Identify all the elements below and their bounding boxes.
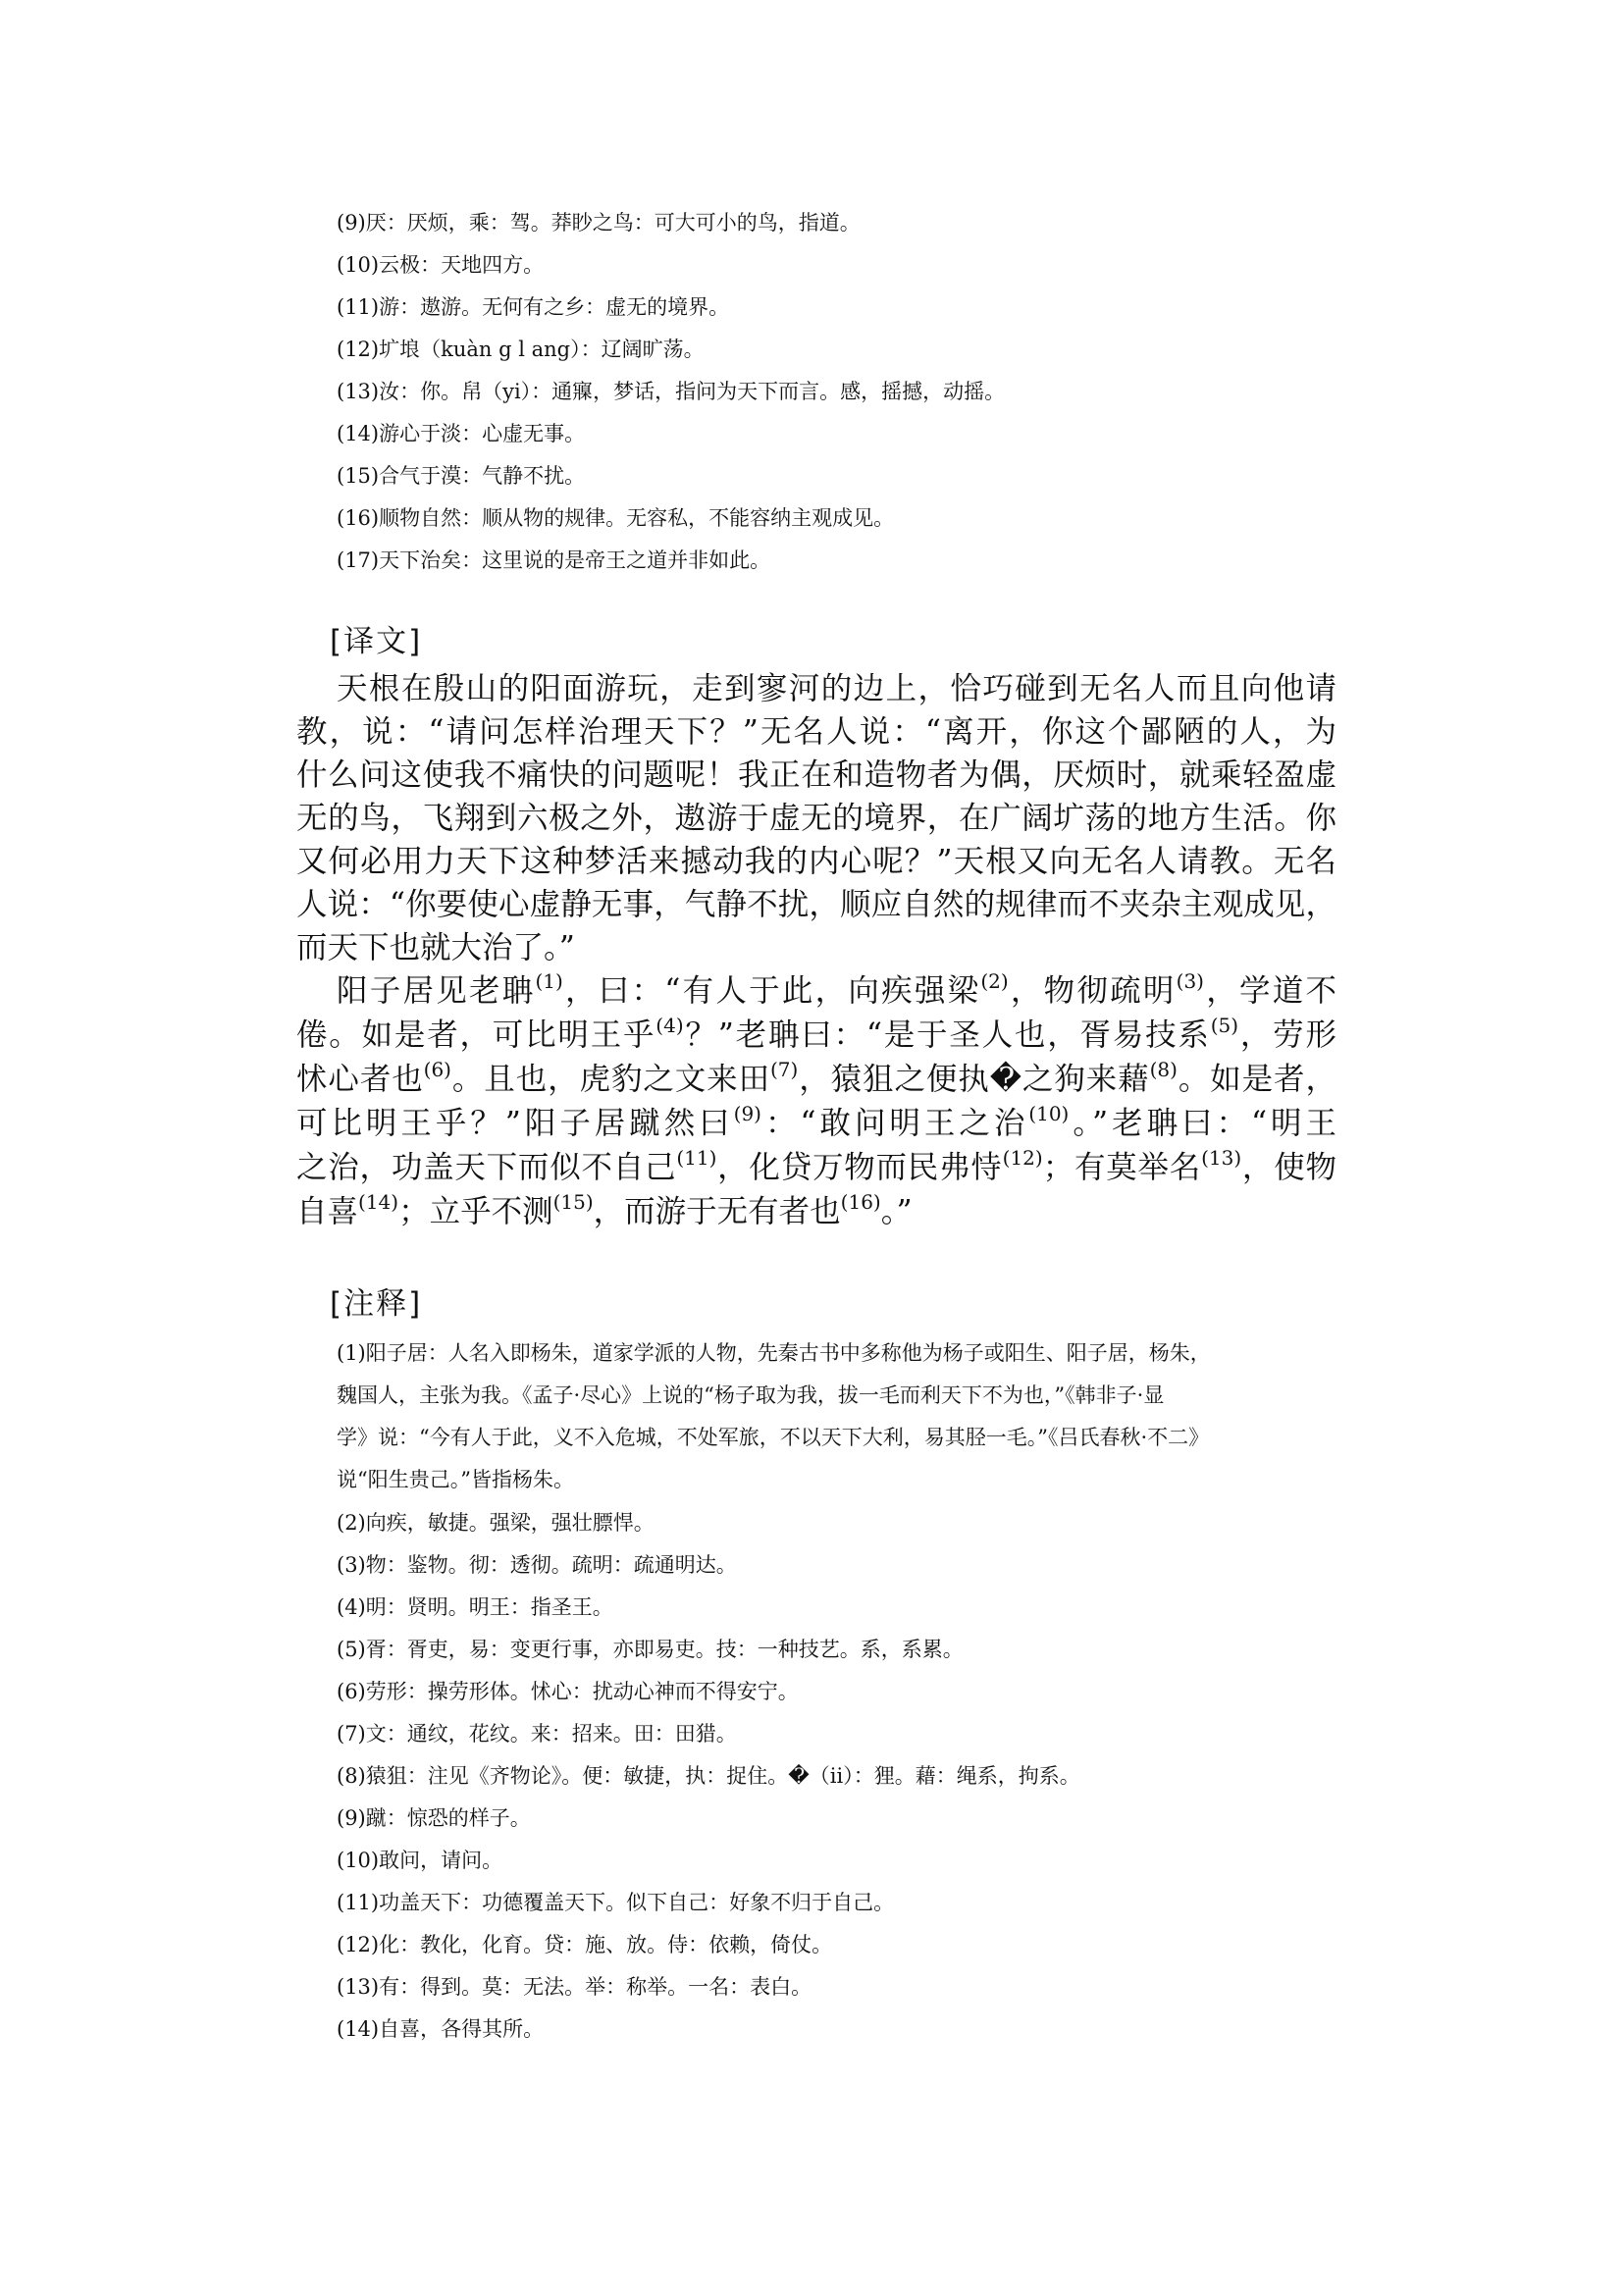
story-line: 之治，功盖天下而似不自己$^{(11)}$，化贷万物而民弗恃$^{(12)}$；有莫举名$^{(13)}$，使物 bbox=[296, 1145, 1336, 1185]
note-item: (6)劳形：操劳形体。怵心：扰动心神而不得安宁。 bbox=[337, 1680, 799, 1703]
footnote-ref: (9) bbox=[733, 1101, 761, 1125]
translation-line: 又何必用力天下这种梦活来撼动我的内心呢？”天根又向无名人请教。无名 bbox=[296, 844, 1336, 879]
footnote-ref: (6) bbox=[423, 1057, 451, 1081]
note-item: (13)汝：你。帠（yi）：通寱，梦话，指问为天下而言。感，摇撼，动摇。 bbox=[337, 380, 1006, 403]
story-line: 怵心者也$^{(6)}$。且也，虎豹之文来田$^{(7)}$，猿狙之便执�之狗来藉$^{(8)}$。如是者， bbox=[296, 1057, 1336, 1097]
note-item: (5)胥：胥吏，易：变更行事，亦即易吏。技：一种技艺。系，系累。 bbox=[337, 1638, 964, 1661]
note-item: (14)自喜，各得其所。 bbox=[337, 2017, 545, 2041]
footnote-ref: (3) bbox=[1176, 968, 1204, 993]
note-item: (11)功盖天下：功德覆盖天下。似下自己：好象不归于自己。 bbox=[337, 1891, 895, 1914]
story-line: 阳子居见老聃$^{(1)}$，曰：“有人于此，向疾强梁$^{(2)}$，物彻疏明$^{(3)}$，学道不 bbox=[337, 968, 1336, 1009]
translation-line: 教，说：“请问怎样治理天下？”无名人说：“离开，你这个鄙陋的人，为 bbox=[296, 714, 1336, 750]
note-item-continued: 学》说：“今有人于此，义不入危城，不处军旅，不以天下大利，易其胫一毛。”《吕氏春秋·不二》 bbox=[337, 1426, 1210, 1449]
translation-heading: [译文] bbox=[330, 624, 423, 659]
note-item: (2)向疾，敏捷。强梁，强壮膘悍。 bbox=[337, 1511, 655, 1535]
note-item-continued: 说“阳生贵己。”皆指杨朱。 bbox=[337, 1468, 574, 1491]
note-item: (8)猿狙：注见《齐物论》。便：敏捷，执：捉住。�（ii）：狸。藉：绳系，拘系。 bbox=[337, 1764, 1080, 1788]
footnote-ref: (4) bbox=[655, 1013, 684, 1037]
note-item: (12)圹埌（kuàn g l ang）：辽阔旷荡。 bbox=[337, 338, 705, 361]
note-item: (15)合气于漠：气静不扰。 bbox=[337, 464, 586, 488]
footnote-ref: (2) bbox=[980, 968, 1009, 993]
footnote-ref: (12) bbox=[1002, 1145, 1043, 1170]
note-item: (4)明：贤明。明王：指圣王。 bbox=[337, 1595, 613, 1619]
translation-line: 天根在殷山的阳面游玩，走到寥河的边上，恰巧碰到无名人而且向他请 bbox=[337, 671, 1336, 706]
note-item: (10)敢问，请问。 bbox=[337, 1849, 503, 1872]
note-item: (14)游心于淡：心虚无事。 bbox=[337, 422, 586, 445]
note-item: (16)顺物自然：顺从物的规律。无容私，不能容纳主观成见。 bbox=[337, 506, 895, 530]
translation-line: 而天下也就大治了。” bbox=[296, 930, 575, 965]
footnote-ref: (5) bbox=[1210, 1013, 1239, 1037]
story-line: 可比明王乎？”阳子居蹴然曰$^{(9)}$：“敢问明王之治$^{(10)}$。”老聃曰：“明王 bbox=[296, 1101, 1337, 1141]
footnote-ref: (15) bbox=[552, 1189, 594, 1214]
note-item: (11)游：遨游。无何有之乡：虚无的境界。 bbox=[337, 295, 730, 319]
note-item: (7)文：通纹，花纹。来：招来。田：田猎。 bbox=[337, 1722, 737, 1746]
story-line: 倦。如是者，可比明王乎$^{(4)}$？”老聃曰：“是于圣人也，胥易技系$^{(5)}$，劳形 bbox=[296, 1013, 1336, 1053]
note-item: (1)阳子居：人名入即杨朱，道家学派的人物，先秦古书中多称他为杨子或阳生、阳子居，杨朱， bbox=[337, 1341, 1211, 1365]
note-item: (10)云极：天地四方。 bbox=[337, 253, 545, 277]
note-item: (3)物：鉴物。彻：透彻。疏明：疏通明达。 bbox=[337, 1553, 737, 1577]
note-item: (17)天下治矣：这里说的是帝王之道并非如此。 bbox=[337, 548, 771, 572]
translation-line: 无的鸟，飞翔到六极之外，遨游于虚无的境界，在广阔圹荡的地方生活。你 bbox=[296, 801, 1336, 836]
note-item: (13)有：得到。莫：无法。举：称举。一名：表白。 bbox=[337, 1975, 812, 1999]
story-line: 自喜$^{(14)}$；立乎不测$^{(15)}$，而游于无有者也$^{(16)}$。” bbox=[296, 1189, 913, 1229]
footnote-ref: (14) bbox=[358, 1189, 399, 1214]
note-item: (9)蹴：惊恐的样子。 bbox=[337, 1806, 531, 1830]
translation-line: 人说：“你要使心虚静无事，气静不扰，顺应自然的规律而不夹杂主观成见， bbox=[296, 887, 1336, 922]
note-item: (12)化：教化，化育。贷：施、放。侍：依赖，倚仗。 bbox=[337, 1933, 833, 1956]
footnote-ref: (8) bbox=[1149, 1057, 1178, 1081]
footnote-ref: (7) bbox=[770, 1057, 799, 1081]
footnote-ref: (16) bbox=[840, 1189, 881, 1214]
footnote-ref: (13) bbox=[1201, 1145, 1242, 1170]
translation-line: 什么问这使我不痛快的问题呢！我正在和造物者为偶，厌烦时，就乘轻盈虚 bbox=[296, 757, 1336, 793]
note-item-continued: 魏国人，主张为我。《孟子·尽心》上说的“杨子取为我，拔一毛而利天下不为也，”《韩非子·显 bbox=[337, 1383, 1165, 1407]
footnote-ref: (1) bbox=[535, 968, 563, 993]
footnote-ref: (10) bbox=[1028, 1101, 1070, 1125]
notes-heading: [注释] bbox=[330, 1286, 423, 1322]
footnote-ref: (11) bbox=[676, 1145, 717, 1170]
note-item: (9)厌：厌烦，乘：驾。莽眇之鸟：可大可小的鸟，指道。 bbox=[337, 211, 861, 235]
